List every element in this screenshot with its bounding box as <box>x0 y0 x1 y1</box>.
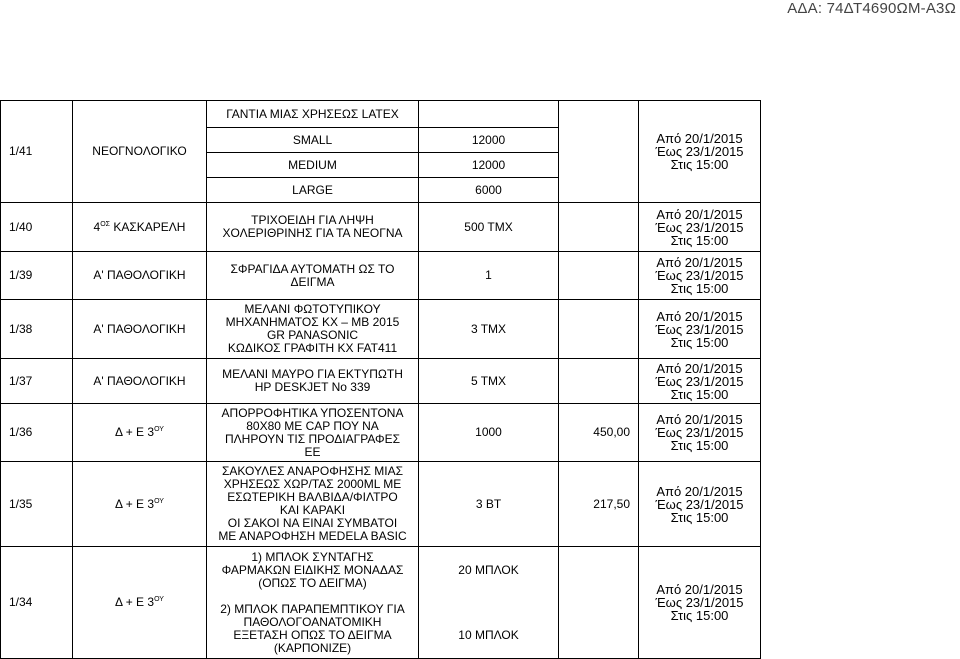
row-price <box>559 547 639 659</box>
row-department: ΝΕΟΓΝΟΛΟΓΙΚΟ <box>73 101 207 203</box>
item-description: ΑΠΟΡΡΟΦΗΤΙΚΑ ΥΠΟΣΕΝΤΟΝΑ 80Χ80 ΜΕ CAP ΠΟΥ ΝΑ ΠΛΗΡΟΥΝ ΤΙΣ ΠΡΟΔΙΑΓΡΑΦΕΣ ΕΕ <box>207 404 419 462</box>
row-deadline: Από 20/1/2015 Έως 23/1/2015 Στις 15:00 <box>639 101 761 203</box>
row-department: Α' ΠΑΘΟΛΟΓΙΚΗ <box>73 300 207 359</box>
item-description: ΜΕΛΑΝΙ ΜΑΥΡΟ ΓΙΑ ΕΚΤΥΠΩΤΗ HP DESKJET No 339 <box>207 359 419 404</box>
item-quantity: 12000 <box>419 153 559 178</box>
row-deadline: Από 20/1/2015 Έως 23/1/2015 Στις 15:00 <box>639 547 761 659</box>
row-department: Δ + Ε $3^{O\Upsilon}$ <box>73 547 207 659</box>
table-row <box>1 203 761 252</box>
row-deadline: Από 20/1/2015 Έως 23/1/2015 Στις 15:00 <box>639 404 761 462</box>
table-row <box>1 300 761 359</box>
row-price: 450,00 <box>559 404 639 462</box>
row-code: 1/40 <box>1 203 73 252</box>
item-quantity: 6000 <box>419 178 559 203</box>
item-size: LARGE <box>207 178 419 203</box>
row-department: $4^{O\Sigma}$ ΚΑΣΚΑΡΕΛΗ <box>73 203 207 252</box>
row-code: 1/37 <box>1 359 73 404</box>
table-row <box>1 547 761 659</box>
item-quantity: 1000 <box>419 404 559 462</box>
item-description: ΣΦΡΑΓΙΔΑ ΑΥΤΟΜΑΤΗ ΩΣ ΤΟ ΔΕΙΓΜΑ <box>207 252 419 300</box>
row-price <box>559 359 639 404</box>
table-row <box>1 462 761 547</box>
item-quantity: 5 ΤΜΧ <box>419 359 559 404</box>
row-deadline: Από 20/1/2015 Έως 23/1/2015 Στις 15:00 <box>639 203 761 252</box>
row-code: 1/41 <box>1 101 73 203</box>
row-code: 1/39 <box>1 252 73 300</box>
item-description: 1) ΜΠΛΟΚ ΣΥΝΤΑΓΗΣ ΦΑΡΜΑΚΩΝ ΕΙΔΙΚΗΣ ΜΟΝΑΔΑΣ (ΟΠΩΣ ΤΟ ΔΕΙΓΜΑ) 2) ΜΠΛΟΚ ΠΑΡΑΠΕΜΠΤΙΚΟΥ ΓΙΑ ΠΑΘΟΛΟΓΟΑΝΑΤΟΜΙΚΗ ΕΞΕΤΑΣΗ ΟΠΩΣ ΤΟ ΔΕΙΓΜΑ (ΚΑΡΠΟΝΙΖΕ) <box>207 547 419 659</box>
table-row <box>1 101 761 128</box>
row-code: 1/35 <box>1 462 73 547</box>
row-price <box>559 101 639 203</box>
item-description: ΜΕΛΑΝΙ ΦΩΤΟΤΥΠΙΚΟΥ ΜΗΧΑΝΗΜΑΤΟΣ ΚΧ – ΜΒ 2015 GR PANASONIC ΚΩΔΙΚΟΣ ΓΡΑΦΙΤΗ ΚΧ FAT411 <box>207 300 419 359</box>
row-department: Α' ΠΑΘΟΛΟΓΙΚΗ <box>73 359 207 404</box>
row-price <box>559 203 639 252</box>
table-row <box>1 359 761 404</box>
row-department: Δ + Ε $3^{O\Upsilon}$ <box>73 462 207 547</box>
row-department: Α' ΠΑΘΟΛΟΓΙΚΗ <box>73 252 207 300</box>
row-code: 1/38 <box>1 300 73 359</box>
item-quantity: 500 ΤΜΧ <box>419 203 559 252</box>
table-row <box>1 404 761 462</box>
procurement-table <box>0 100 761 659</box>
document-ada-code: ΑΔΑ: 74ΔΤ4690ΩΜ-Α3Ω <box>787 0 956 17</box>
row-code: 1/36 <box>1 404 73 462</box>
item-quantity: 20 ΜΠΛΟΚ 10 ΜΠΛΟΚ <box>419 547 559 659</box>
row-price <box>559 300 639 359</box>
item-quantity: 3 ΒΤ <box>419 462 559 547</box>
row-department: Δ + Ε $3^{O\Upsilon}$ <box>73 404 207 462</box>
row-price: 217,50 <box>559 462 639 547</box>
item-description: ΣΑΚΟΥΛΕΣ ΑΝΑΡΟΦΗΣΗΣ ΜΙΑΣ ΧΡΗΣΕΩΣ ΧΩΡ/ΤΑΣ 2000ML ΜΕ ΕΣΩΤΕΡΙΚΗ ΒΑΛΒΙΔΑ/ΦΙΛΤΡΟ ΚΑΙ ΚΑΡΑΚΙ ΟΙ ΣΑΚΟΙ ΝΑ ΕΙΝΑΙ ΣΥΜΒΑΤΟΙ ΜΕ ΑΝΑΡΟΦΗΣΗ MEDELA BASIC <box>207 462 419 547</box>
row-code: 1/34 <box>1 547 73 659</box>
item-size: MEDIUM <box>207 153 419 178</box>
row-deadline: Από 20/1/2015 Έως 23/1/2015 Στις 15:00 <box>639 300 761 359</box>
table-row <box>1 252 761 300</box>
item-quantity: 12000 <box>419 128 559 153</box>
item-description: ΓΑΝΤΙΑ ΜΙΑΣ ΧΡΗΣΕΩΣ LATEX <box>207 101 419 128</box>
row-price <box>559 252 639 300</box>
item-quantity: 1 <box>419 252 559 300</box>
item-quantity: 3 ΤΜΧ <box>419 300 559 359</box>
item-description: ΤΡΙΧΟΕΙΔΗ ΓΙΑ ΛΗΨΗ ΧΟΛΕΡΙΘΡΙΝΗΣ ΓΙΑ ΤΑ ΝΕΟΓΝΑ <box>207 203 419 252</box>
item-size: SMALL <box>207 128 419 153</box>
row-deadline: Από 20/1/2015 Έως 23/1/2015 Στις 15:00 <box>639 252 761 300</box>
row-deadline: Από 20/1/2015 Έως 23/1/2015 Στις 15:00 <box>639 359 761 404</box>
row-deadline: Από 20/1/2015 Έως 23/1/2015 Στις 15:00 <box>639 462 761 547</box>
